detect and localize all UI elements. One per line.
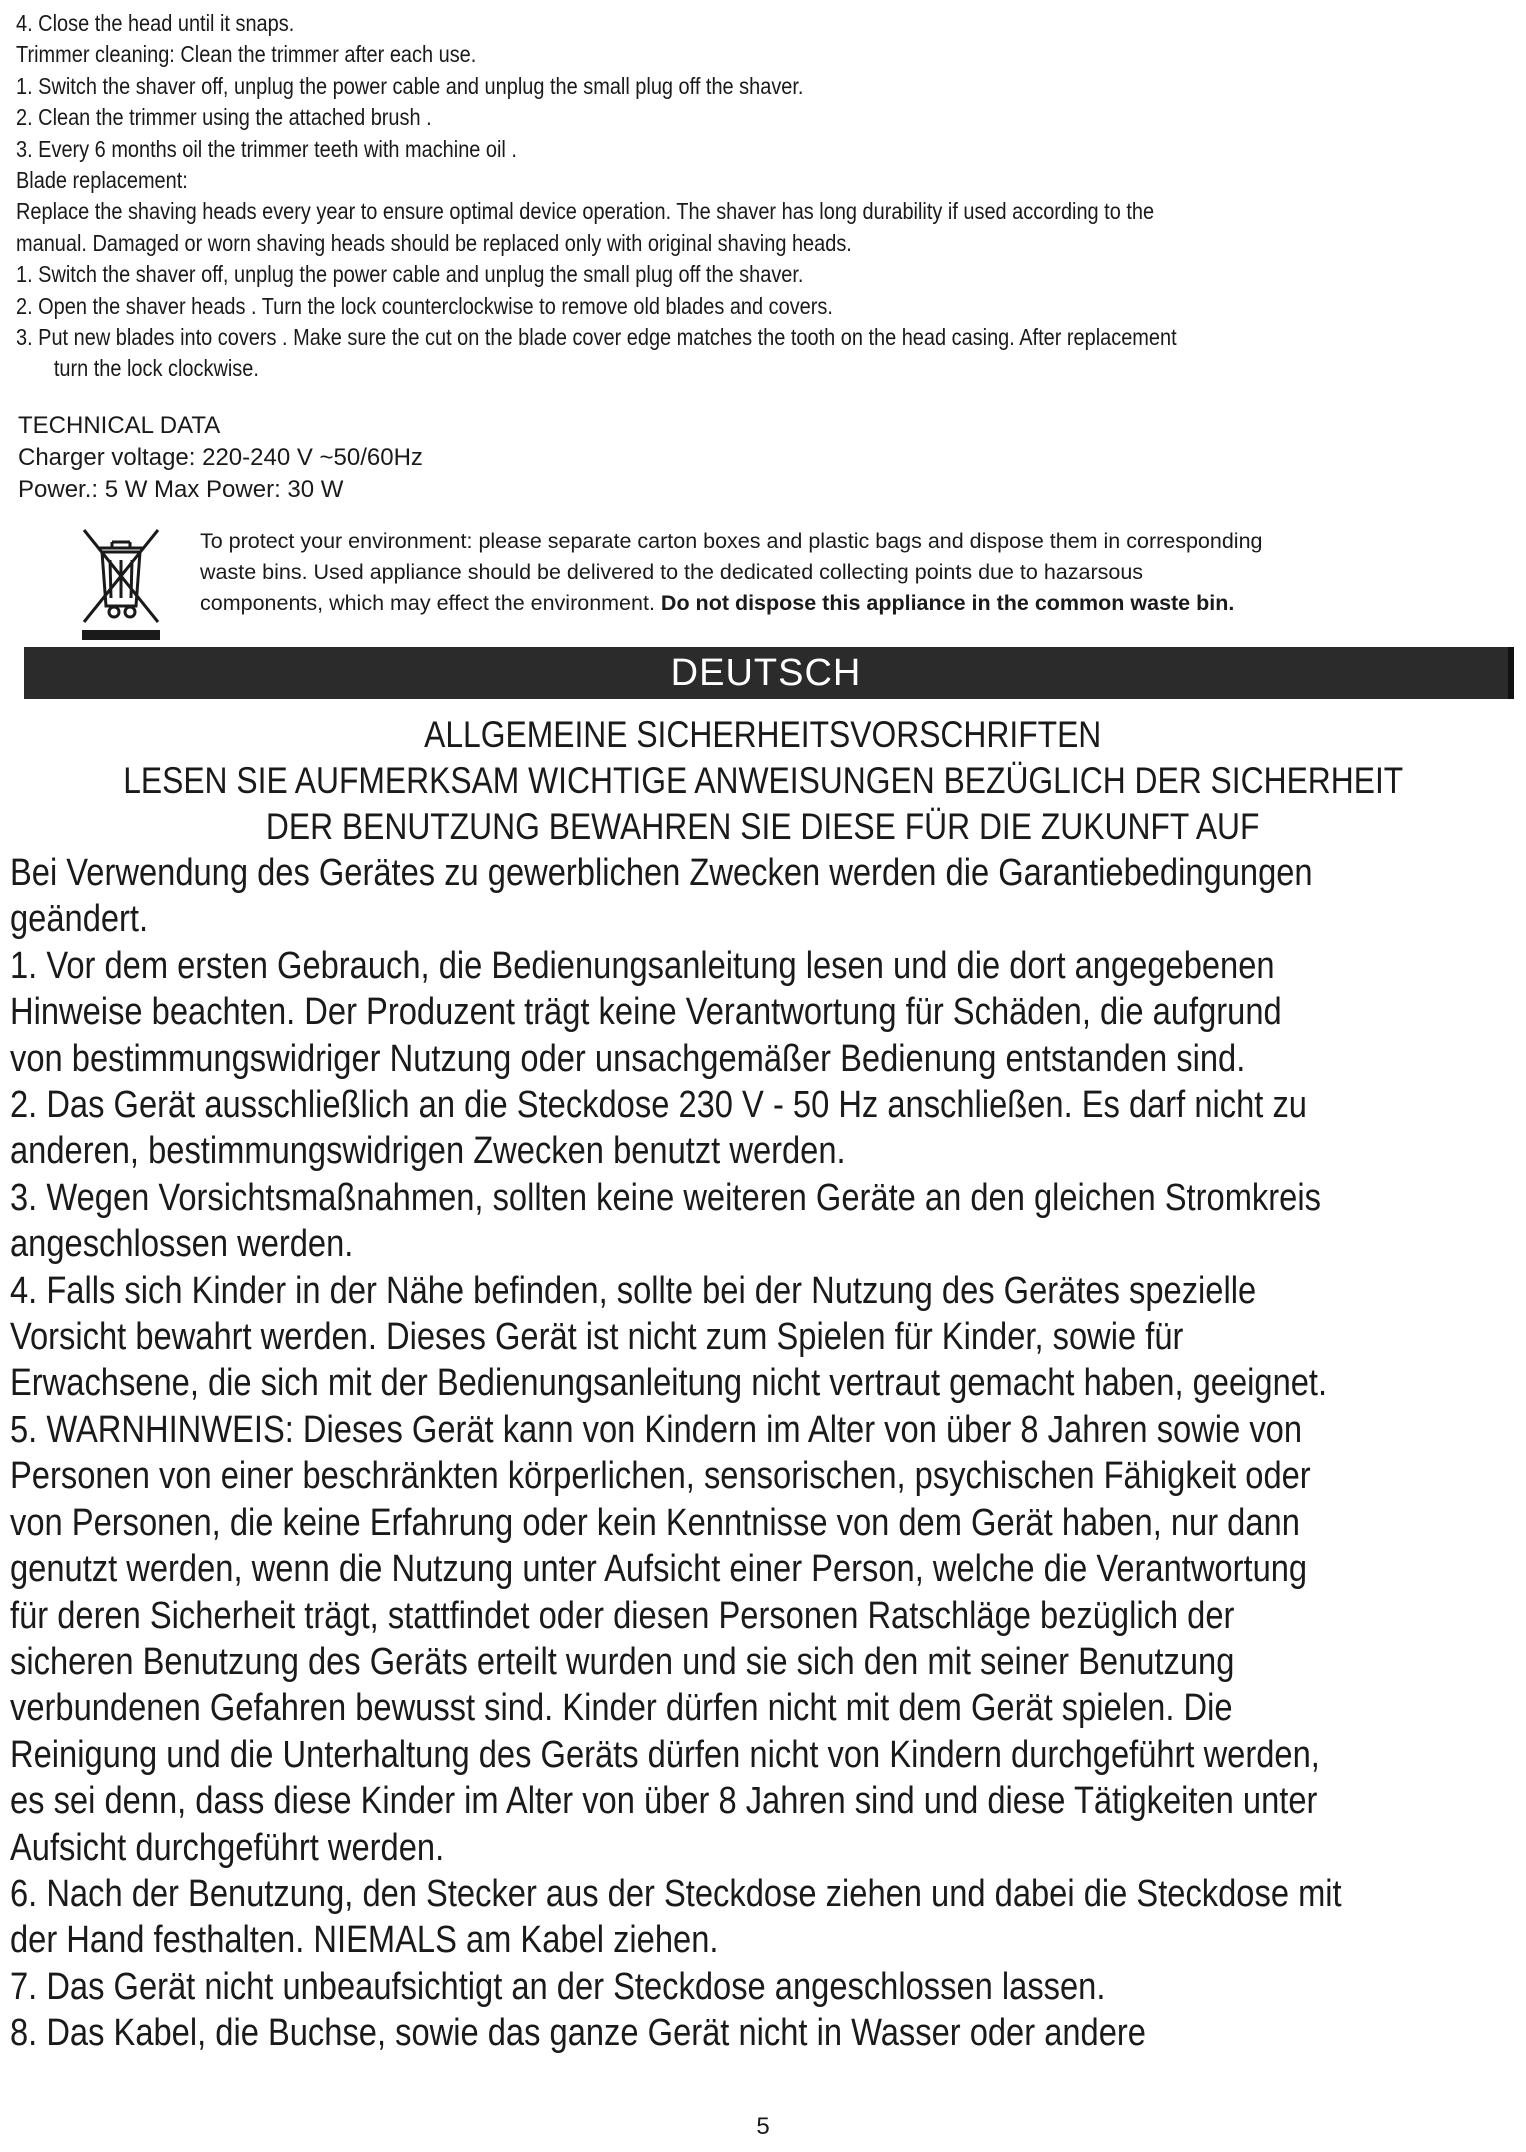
technical-voltage: Charger voltage: 220-240 V ~50/60Hz bbox=[18, 444, 423, 471]
text-line: 4. Close the head until it snaps. bbox=[16, 10, 295, 36]
text-line: 3. Every 6 months oil the trimmer teeth with machine oil . bbox=[16, 135, 517, 162]
text-line: 1. Switch the shaver off, unplug the power cable and unplug the small plug off the shaver. bbox=[16, 261, 804, 288]
text-line: Trimmer cleaning: Clean the trimmer after each use. bbox=[16, 41, 477, 68]
environment-note bbox=[200, 526, 1263, 619]
technical-heading: TECHNICAL DATA bbox=[18, 412, 221, 439]
text-line: 7. Das Gerät nicht unbeaufsichtigt an der Steckdose angeschlossen lassen. bbox=[10, 1965, 1106, 2008]
technical-power: Power.: 5 W Max Power: 30 W bbox=[18, 476, 344, 503]
text-line: der Hand festhalten. NIEMALS am Kabel ziehen. bbox=[10, 1919, 719, 1962]
text-line: es sei denn, dass diese Kinder im Alter von über 8 Jahren sind und diese Tätigkeiten unter bbox=[10, 1780, 1318, 1823]
text-line: Replace the shaving heads every year to ensure optimal device operation. The shaver has long durability if used according to the bbox=[16, 198, 1155, 225]
text-line: 4. Falls sich Kinder in der Nähe befinden, sollte bei der Nutzung des Gerätes spezielle bbox=[10, 1269, 1257, 1312]
crossed-out-wheelie-bin-icon bbox=[78, 526, 164, 642]
text-line: Vorsicht bewahrt werden. Dieses Gerät ist nicht zum Spielen für Kinder, sowie für bbox=[10, 1316, 1184, 1359]
text-line: für deren Sicherheit trägt, stattfindet oder diesen Personen Ratschläge bezüglich der bbox=[10, 1594, 1235, 1637]
text-line: 3. Wegen Vorsichtsmaßnahmen, sollten keine weiteren Geräte an den gleichen Stromkreis bbox=[10, 1176, 1321, 1219]
environment-line bbox=[200, 588, 1263, 619]
text-line: turn the lock clockwise. bbox=[53, 355, 259, 382]
text-line: angeschlossen werden. bbox=[10, 1223, 354, 1266]
text-line: Personen von einer beschränkten körperlichen, sensorischen, psychischen Fähigkeit oder bbox=[10, 1455, 1311, 1498]
text-line: 6. Nach der Benutzung, den Stecker aus der Steckdose ziehen und dabei die Steckdose mit bbox=[10, 1872, 1342, 1915]
text-line: Aufsicht durchgeführt werden. bbox=[10, 1826, 445, 1869]
text-line: Reinigung und die Unterhaltung des Geräts dürfen nicht von Kindern durchgeführt werden, bbox=[10, 1733, 1320, 1776]
text-line: manual. Damaged or worn shaving heads should be replaced only with original shaving heads. bbox=[16, 229, 852, 256]
text-line: Blade replacement: bbox=[16, 167, 188, 194]
heading-line: DER BENUTZUNG BEWAHREN SIE DIESE FÜR DIE ZUKUNFT AUF bbox=[266, 806, 1260, 847]
text-line: 5. WARNHINWEIS: Dieses Gerät kann von Kindern im Alter von über 8 Jahren sowie von bbox=[10, 1408, 1303, 1451]
environment-line: waste bins. Used appliance should be delivered to the dedicated collecting points due to hazarsous bbox=[200, 560, 1144, 584]
german-instructions bbox=[10, 850, 1342, 2057]
text-line: von bestimmungswidriger Nutzung oder unsachgemäßer Bedienung entstanden sind. bbox=[10, 1037, 1246, 1080]
english-instructions bbox=[16, 8, 1510, 385]
text-line: geändert. bbox=[10, 898, 149, 941]
environment-line-text: components, which may effect the environment. bbox=[200, 591, 655, 615]
environment-line: To protect your environment: please separate carton boxes and plastic bags and dispose them in corresponding bbox=[200, 529, 1263, 553]
text-line: 3. Put new blades into covers . Make sure the cut on the blade cover edge matches the tooth on the head casing. After replacement bbox=[16, 324, 1177, 351]
text-line: genutzt werden, wenn die Nutzung unter Aufsicht einer Person, welche die Verantwortung bbox=[10, 1548, 1308, 1591]
text-line: anderen, bestimmungswidrigen Zwecken benutzt werden. bbox=[10, 1130, 846, 1173]
text-line: Hinweise beachten. Der Produzent trägt keine Verantwortung für Schäden, die aufgrund bbox=[10, 991, 1282, 1034]
text-line: sicheren Benutzung des Geräts erteilt wurden und sie sich den mit seiner Benutzung bbox=[10, 1640, 1235, 1683]
text-line: 2. Clean the trimmer using the attached brush . bbox=[16, 104, 432, 131]
technical-data bbox=[18, 410, 423, 506]
language-banner: DEUTSCH bbox=[24, 647, 1514, 699]
page-number: 5 bbox=[756, 2113, 770, 2140]
heading-line: ALLGEMEINE SICHERHEITSVORSCHRIFTEN bbox=[424, 714, 1102, 755]
text-line: 2. Das Gerät ausschließlich an die Steckdose 230 V - 50 Hz anschließen. Es darf nicht zu bbox=[10, 1084, 1307, 1127]
environment-warning: Do not dispose this appliance in the common waste bin. bbox=[660, 591, 1235, 615]
text-line: Bei Verwendung des Gerätes zu gewerblichen Zwecken werden die Garantiebedingungen bbox=[10, 852, 1313, 894]
text-line: 2. Open the shaver heads . Turn the lock counterclockwise to remove old blades and covers. bbox=[16, 292, 833, 319]
text-line: 1. Vor dem ersten Gebrauch, die Bedienungsanleitung lesen und die dort angegebenen bbox=[10, 944, 1275, 987]
text-line: 8. Das Kabel, die Buchse, sowie das ganze Gerät nicht in Wasser oder andere bbox=[10, 2012, 1146, 2055]
german-heading bbox=[0, 712, 1526, 850]
text-line: Erwachsene, die sich mit der Bedienungsanleitung nicht vertraut gemacht haben, geeignet. bbox=[10, 1362, 1328, 1405]
heading-line: LESEN SIE AUFMERKSAM WICHTIGE ANWEISUNGEN BEZÜGLICH DER SICHERHEIT bbox=[122, 760, 1404, 801]
text-line: verbundenen Gefahren bewusst sind. Kinder dürfen nicht mit dem Gerät spielen. Die bbox=[10, 1687, 1233, 1730]
text-line: 1. Switch the shaver off, unplug the power cable and unplug the small plug off the shaver. bbox=[16, 72, 804, 99]
text-line: von Personen, die keine Erfahrung oder kein Kenntnisse von dem Gerät haben, nur dann bbox=[10, 1501, 1300, 1544]
